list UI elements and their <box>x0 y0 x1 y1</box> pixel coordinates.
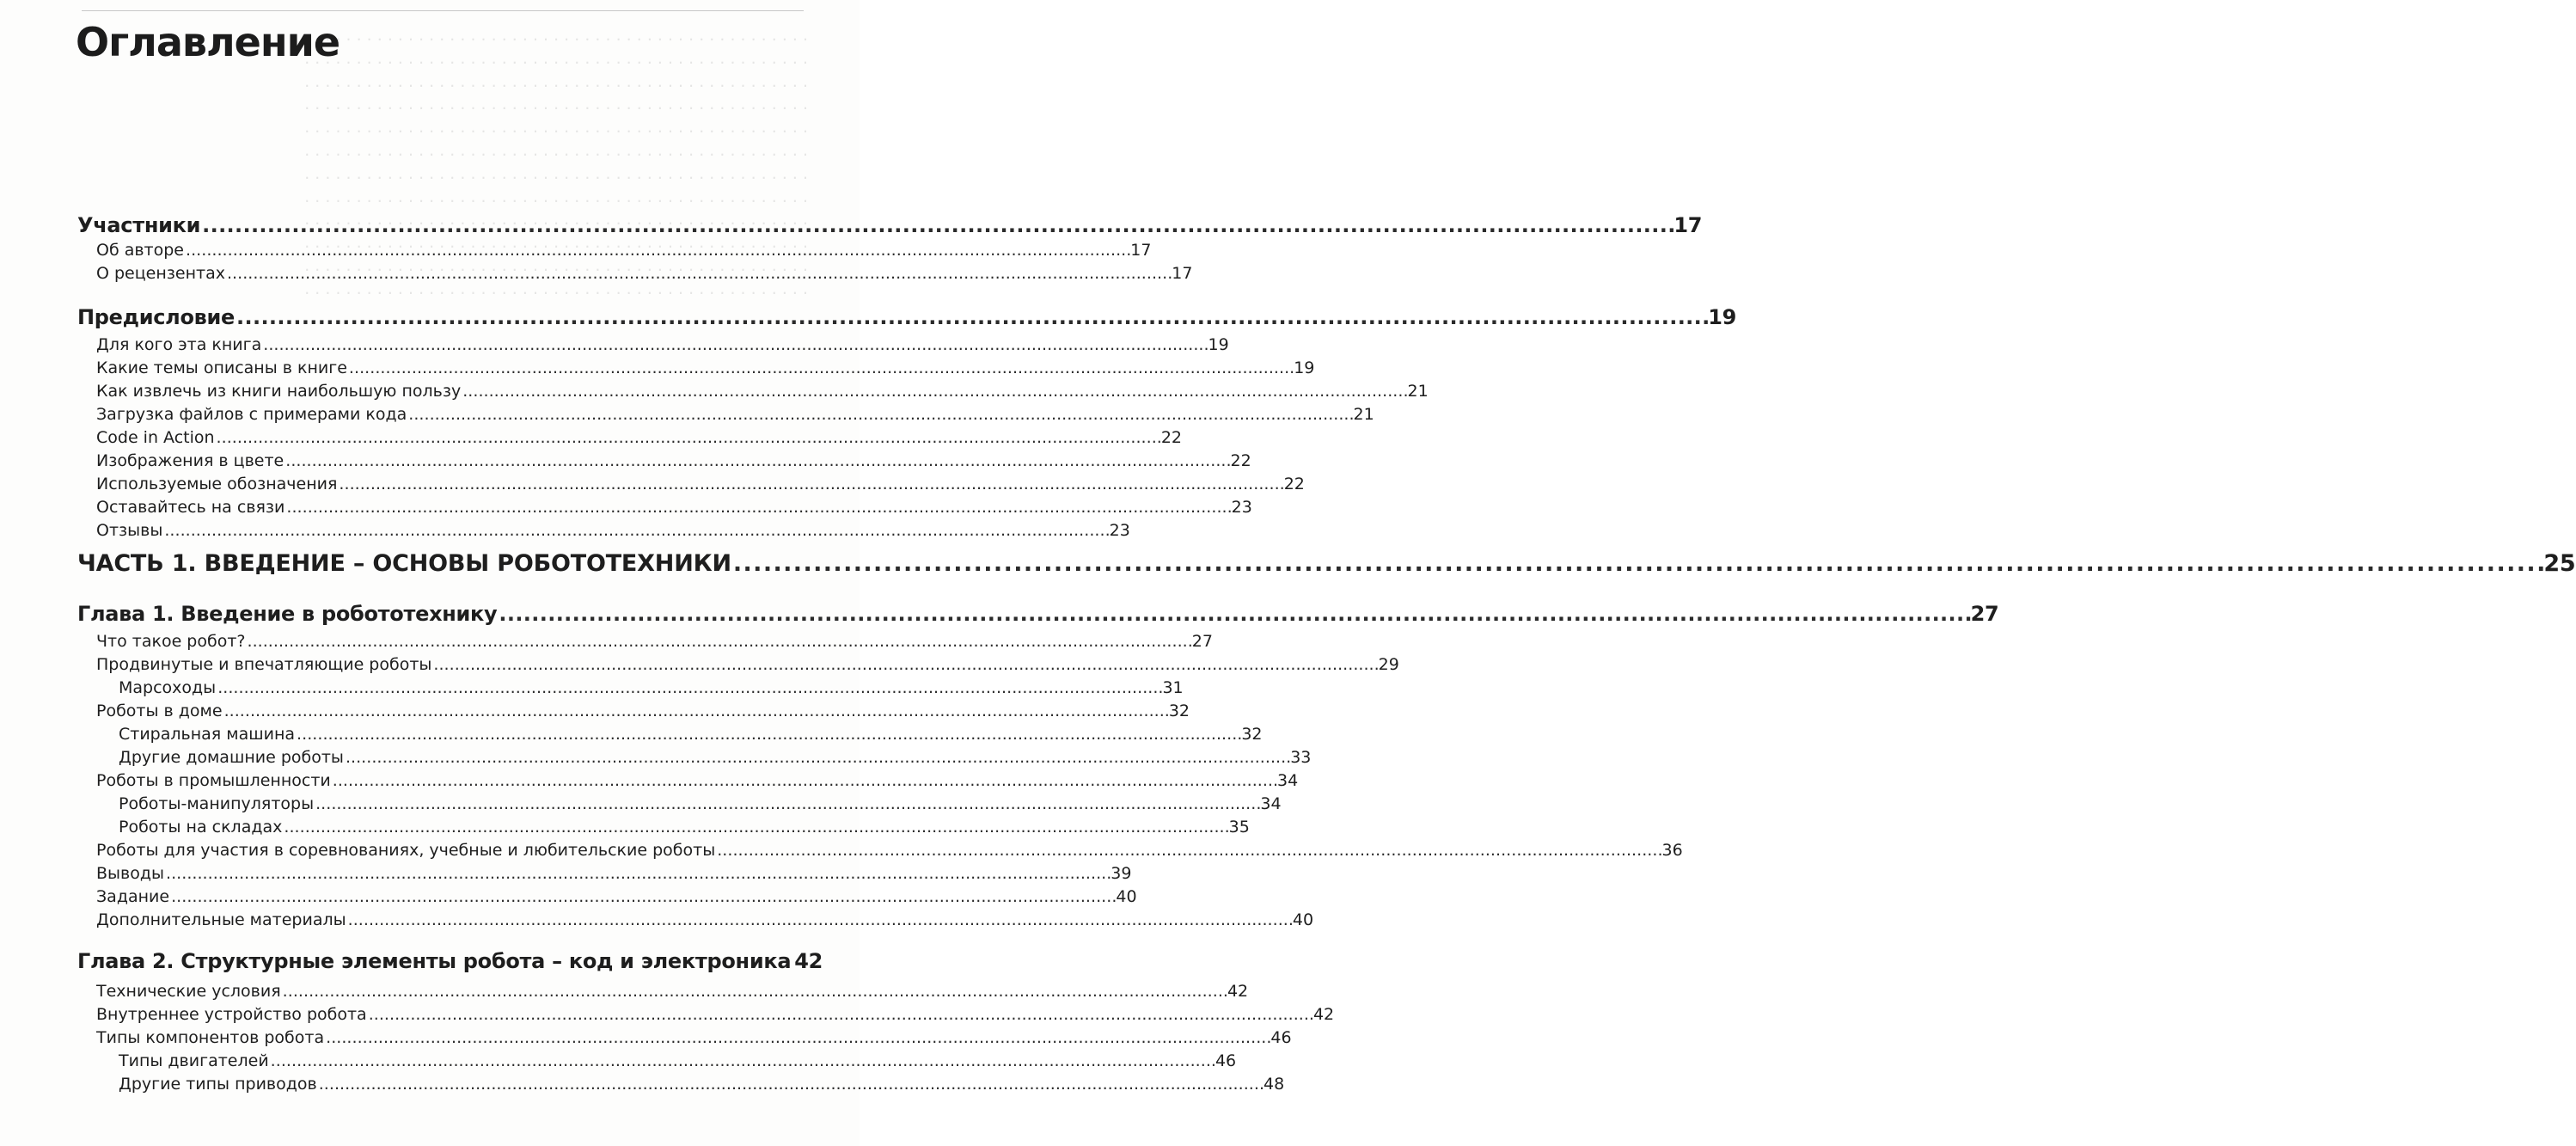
toc-entry-title: Для кого эта книга <box>96 335 262 354</box>
toc-entry[interactable] <box>77 818 1250 837</box>
dot-leader <box>271 1051 1214 1070</box>
toc-entry[interactable] <box>77 725 1263 744</box>
toc-entry[interactable] <box>77 475 1305 493</box>
toc-entry-page: 32 <box>1168 702 1190 720</box>
toc-entry-page: 46 <box>1270 1028 1292 1047</box>
dot-leader <box>236 305 1706 329</box>
dot-leader <box>462 382 1405 401</box>
toc-entry-title: Как извлечь из книги наибольшую пользу <box>96 382 462 401</box>
toc-entry-page: 42 <box>1312 1005 1335 1024</box>
toc-entry-page: 22 <box>1283 475 1305 493</box>
toc-entry-page: 21 <box>1407 382 1429 401</box>
dot-leader <box>263 335 1206 354</box>
toc-entry-title: ЧАСТЬ 1. ВВЕДЕНИЕ – ОСНОВЫ РОБОТОТЕХНИКИ <box>77 550 731 577</box>
dot-leader <box>247 632 1190 651</box>
dot-leader <box>186 241 1129 260</box>
toc-entry[interactable] <box>77 1051 1237 1070</box>
page-title: Оглавление <box>76 19 340 65</box>
dot-leader <box>166 864 1109 883</box>
toc-entry-page: 27 <box>1191 632 1213 651</box>
toc-entry-page: 29 <box>1378 655 1399 674</box>
dot-leader <box>333 771 1276 790</box>
dot-leader <box>217 678 1160 697</box>
dot-leader <box>171 887 1114 906</box>
toc-entry[interactable] <box>77 428 1183 447</box>
toc-entry-title: Задание <box>96 887 170 906</box>
toc-entry-page: 31 <box>1162 678 1184 697</box>
toc-entry-page: 22 <box>1230 451 1251 470</box>
toc-entry[interactable] <box>77 335 1229 354</box>
dot-leader <box>224 702 1167 720</box>
toc-entry-page: 34 <box>1260 794 1282 813</box>
toc-entry[interactable] <box>77 1005 1335 1024</box>
toc-entry-page: 42 <box>1227 982 1249 1001</box>
dot-leader <box>285 451 1228 470</box>
dot-leader <box>326 1028 1269 1047</box>
toc-entry-title: Отзывы <box>96 521 163 540</box>
toc-entry[interactable] <box>77 678 1184 697</box>
toc-entry-title: Участники <box>77 213 201 237</box>
toc-entry-title: Оставайтесь на связи <box>96 498 285 517</box>
toc-entry-title: Об авторе <box>96 241 184 260</box>
toc-entry-title: Роботы для участия в соревнованиях, учебные и любительские роботы <box>96 841 716 860</box>
toc-entry-title: Глава 2. Структурные элементы робота – код и электроника <box>77 949 792 973</box>
toc-entry-title: Типы компонентов робота <box>96 1028 325 1047</box>
toc-entry[interactable] <box>77 451 1251 470</box>
toc-entry[interactable] <box>77 264 1193 283</box>
dot-leader <box>284 818 1227 837</box>
toc-entry-page: 17 <box>1172 264 1193 283</box>
toc-entry-title: Загрузка файлов с примерами кода <box>96 405 407 424</box>
toc-entry-page: 32 <box>1241 725 1263 744</box>
dot-leader <box>315 794 1258 813</box>
bleed-through-texture: . . . . . . . . . . . . . . . . . . . . . . . . . . . . . . . . . . . . . . . . . . . . . . . . . . . . . . . . . . . . . . . . . . . . . . . . . . . . . . . . . . . . . . . . . . . . . . . . . . . . . . . . . . . . . . . . . . . . . . . . . . . . . . . . . . . . . . . . . . . . . . . . . . . . . . . . . . . . . . . . . . . . . . . . . . . . . . . . . . . . . . . . . . . . . . . . . . . . . . . . . . . . . . . . . . . . . . . . . . . . . . . . . . . . . . . . . . . . . . . . . . . . . . . . . . . . . . . . . . . . . . . . . . . . . . . . . . . . . . . . . . . . . . . . . . . . . . . . . . . . . . . . . . . . . . . . . . . . . . . . . . . . . . . . . . . . . . . . . . . . . . . . . . . . . . . . . . . . . . . . . . . . . . . . . . . . . . . . . . . . . . . . . . . . . . . . . . . . . . . . . . . . . . . . . . . . . . . . . . . . . . . . . . . . . . . . . . . . . . . . . . . . . . . . . . . . . . . . . . . . . . . . . . . . . . . . . . . . . . . . . . . . . . . . . . . . . . . . . . . . . . . . . . . . . . . . . . . . . . . . . . . . . . . . . . . . . . . . . . . . . . . . . . . . . . . . . . . . . . . . . . . . . . . . . . . . . . . . . . . . . . . . . . . . <box>304 26 808 298</box>
toc-entry[interactable] <box>77 550 2576 577</box>
toc-entry[interactable] <box>77 794 1282 813</box>
dot-leader <box>202 213 1672 237</box>
toc-entry[interactable] <box>77 748 1312 767</box>
toc-entry-title: Используемые обозначения <box>96 475 338 493</box>
toc-entry-page: 46 <box>1215 1051 1237 1070</box>
page-edge <box>82 10 804 11</box>
toc-entry-title: Продвинутые и впечатляющие роботы <box>96 655 432 674</box>
toc-entry-page: 17 <box>1130 241 1152 260</box>
toc-entry-page: 19 <box>1294 359 1315 377</box>
toc-entry[interactable] <box>77 771 1299 790</box>
toc-entry-page: 21 <box>1353 405 1374 424</box>
dot-leader <box>164 521 1107 540</box>
toc-entry-page: 25 <box>2543 550 2576 577</box>
toc-entry-title: Глава 1. Введение в робототехнику <box>77 602 498 626</box>
toc-entry[interactable] <box>77 213 1703 237</box>
toc-entry-page: 40 <box>1292 910 1314 929</box>
toc-entry-title: Code in Action <box>96 428 215 447</box>
dot-leader <box>348 910 1291 929</box>
toc-entry-title: Дополнительные материалы <box>96 910 346 929</box>
toc-entry-title: О рецензентах <box>96 264 225 283</box>
toc-entry-page: 23 <box>1109 521 1130 540</box>
toc-entry[interactable] <box>77 982 1249 1001</box>
toc-entry[interactable] <box>77 382 1429 401</box>
toc-entry-page: 48 <box>1263 1075 1285 1094</box>
dot-leader <box>283 982 1226 1001</box>
toc-entry-title: Изображения в цвете <box>96 451 285 470</box>
dot-leader <box>227 264 1170 283</box>
toc-entry-page: 33 <box>1290 748 1312 767</box>
toc-entry-page: 34 <box>1277 771 1299 790</box>
toc-entry[interactable] <box>77 702 1190 720</box>
toc-entry-page: 22 <box>1160 428 1183 447</box>
toc-entry-title: Какие темы описаны в книге <box>96 359 347 377</box>
toc-entry-page: 17 <box>1673 213 1703 237</box>
toc-entry[interactable] <box>77 841 1683 860</box>
toc-entry-page: 40 <box>1116 887 1137 906</box>
dot-leader <box>297 725 1239 744</box>
toc-entry[interactable] <box>77 305 1737 329</box>
toc-entry[interactable] <box>77 632 1213 651</box>
toc-entry-page: 19 <box>1708 305 1737 329</box>
toc-entry[interactable] <box>77 1028 1292 1047</box>
toc-entry[interactable] <box>77 241 1152 260</box>
toc-entry-title: Другие домашние роботы <box>119 748 344 767</box>
toc-entry-page: 39 <box>1111 864 1132 883</box>
toc-entry[interactable] <box>77 498 1252 517</box>
toc-entry-title: Типы двигателей <box>119 1051 269 1070</box>
toc-entry-page: 35 <box>1228 818 1250 837</box>
toc-entry-title: Роботы в промышленности <box>96 771 331 790</box>
dot-leader <box>349 359 1292 377</box>
toc-entry-title: Внутреннее устройство робота <box>96 1005 367 1024</box>
dot-leader <box>286 498 1229 517</box>
toc-entry-page: 19 <box>1208 335 1229 354</box>
toc-entry-page: 27 <box>1970 602 1999 626</box>
toc-entry-title: Предисловие <box>77 305 236 329</box>
toc-entry[interactable] <box>77 949 823 973</box>
dot-leader <box>499 602 1968 626</box>
dot-leader <box>369 1005 1312 1024</box>
dot-leader <box>339 475 1282 493</box>
toc-entry-title: Роботы на складах <box>119 818 283 837</box>
toc-entry-title: Выводы <box>96 864 164 883</box>
toc-entry[interactable] <box>77 602 1999 626</box>
dot-leader <box>346 748 1288 767</box>
dot-leader <box>733 550 2542 577</box>
dot-leader <box>217 428 1160 447</box>
toc-entry[interactable] <box>77 1075 1285 1094</box>
toc-entry[interactable] <box>77 521 1130 540</box>
dot-leader <box>717 841 1660 860</box>
toc-entry-title: Стиральная машина <box>119 725 296 744</box>
toc-entry[interactable] <box>77 887 1137 906</box>
toc-entry-page: 42 <box>794 949 823 973</box>
toc-entry[interactable] <box>77 910 1314 929</box>
toc-entry-title: Роботы-манипуляторы <box>119 794 315 813</box>
toc-entry-page: 23 <box>1231 498 1252 517</box>
toc-entry[interactable] <box>77 359 1315 377</box>
dot-leader <box>433 655 1376 674</box>
toc-entry-title: Марсоходы <box>119 678 217 697</box>
dot-leader <box>319 1075 1262 1094</box>
toc-entry[interactable] <box>77 864 1132 883</box>
toc-entry-title: Роботы в доме <box>96 702 223 720</box>
toc-entry-title: Что такое робот? <box>96 632 246 651</box>
toc-entry-title: Другие типы приводов <box>119 1075 317 1094</box>
toc-entry-title: Технические условия <box>96 982 281 1001</box>
toc-entry[interactable] <box>77 655 1399 674</box>
toc-entry-page: 36 <box>1661 841 1683 860</box>
dot-leader <box>408 405 1351 424</box>
toc-entry[interactable] <box>77 405 1374 424</box>
